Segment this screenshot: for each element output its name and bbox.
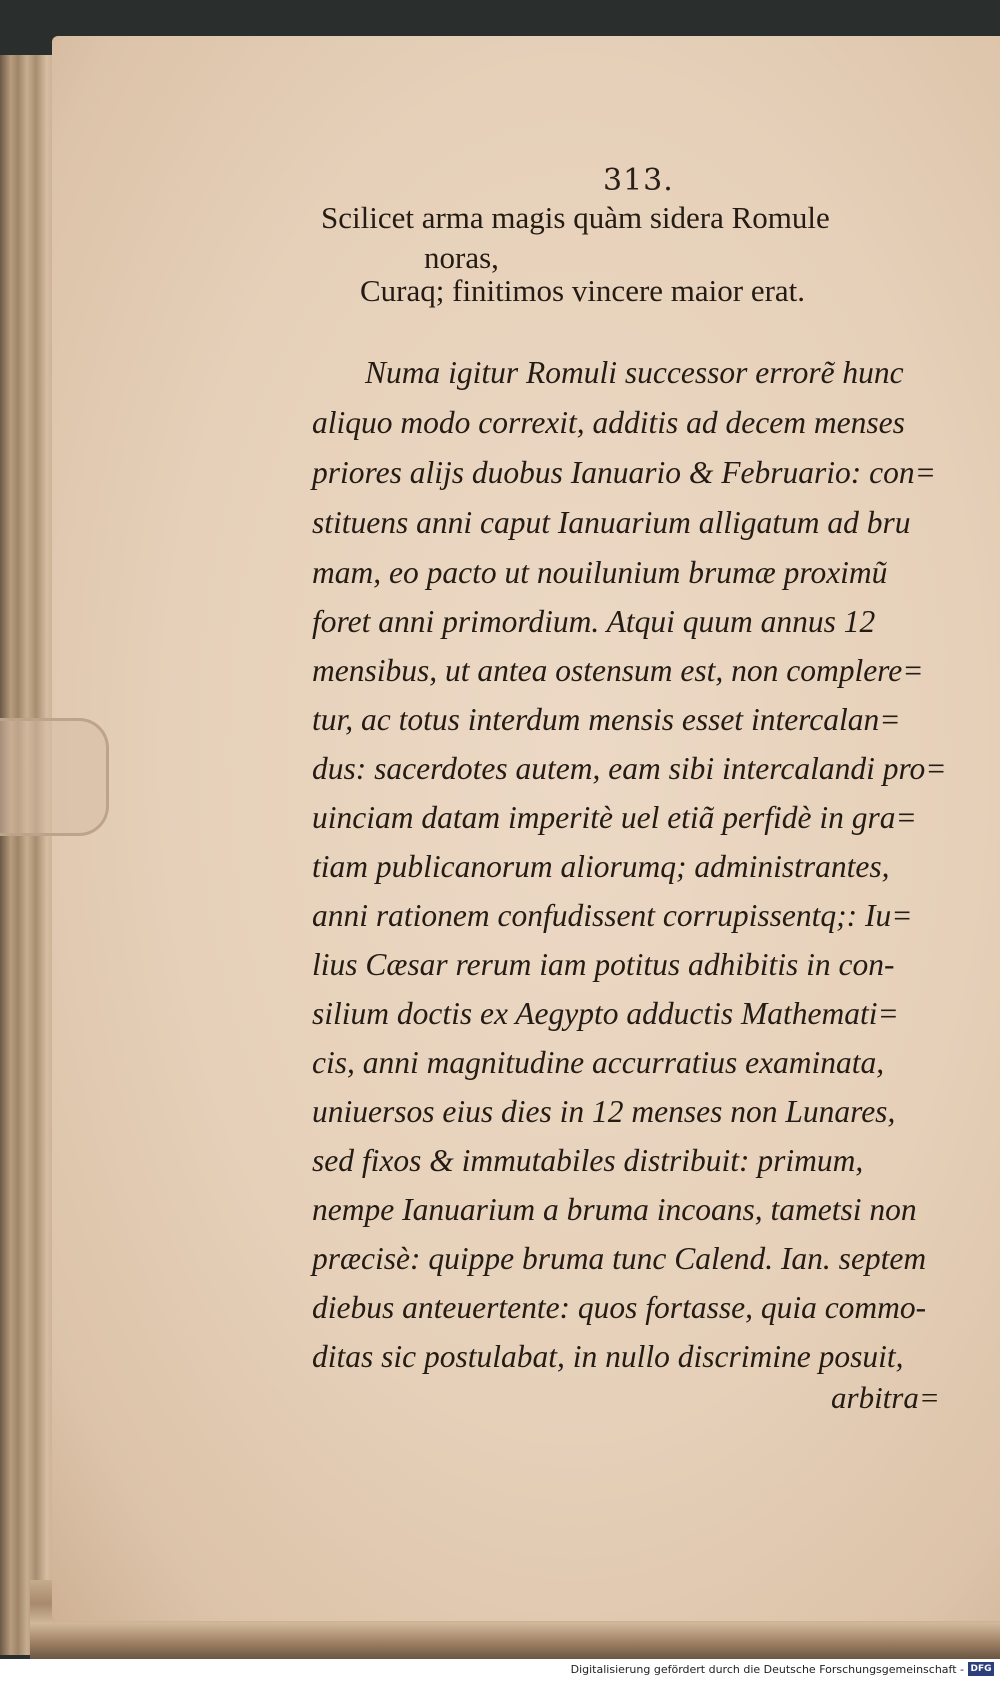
prose-line: tiam publicanorum aliorumq; administrantes, [312,849,890,884]
prose-line: lius Cæsar rerum iam potitus adhibitis in con- [312,947,895,982]
prose-line: sed fixos & immutabiles distribuit: primum, [312,1143,864,1178]
prose-line: dus: sacerdotes autem, eam sibi intercalandi pro= [312,751,947,786]
page-clip [0,718,109,836]
page-number: 313. [603,163,674,198]
prose-line: cis, anni magnitudine accurratius examinata, [312,1045,885,1080]
prose-line: silium doctis ex Aegypto adductis Mathemati= [312,996,899,1031]
dfg-logo: DFG [968,1662,994,1676]
prose-line: mam, eo pacto ut nouilunium brumæ proximũ [312,555,888,590]
verse-line-1: Scilicet arma magis quàm sidera Romule [321,200,830,235]
footer-bar [0,1659,1000,1681]
prose-line: nempe Ianuarium a bruma incoans, tametsi non [312,1192,917,1227]
prose-line: anni rationem confudissent corrupissentq;: Iu= [312,898,913,933]
prose-line: foret anni primordium. Atqui quum annus 12 [312,604,876,639]
prose-line: aliquo modo correxit, additis ad decem menses [312,405,905,440]
prose-line: diebus anteuertente: quos fortasse, quia commo- [312,1290,927,1325]
prose-line: ditas sic postulabat, in nullo discrimine posuit, [312,1339,904,1374]
page-stack-edge [0,55,60,1655]
prose-line: Numa igitur Romuli successor errorẽ hunc [365,355,904,390]
verse-line-3: Curaq; finitimos vincere maior erat. [360,273,806,308]
prose-line: priores alijs duobus Ianuario & Februario: con= [312,455,936,490]
verse-line-2: noras, [424,240,499,275]
footer-credit: Digitalisierung gefördert durch die Deutsche Forschungsgemeinschaft - [570,1663,964,1676]
prose-line: præcisè: quippe bruma tunc Calend. Ian. septem [312,1241,927,1276]
prose-line: mensibus, ut antea ostensum est, non complere= [312,653,924,688]
prose-line: uniuersos eius dies in 12 menses non Lunares, [312,1094,896,1129]
catchword: arbitra= [831,1380,940,1415]
prose-line: stituens anni caput Ianuarium alligatum ad bru [312,505,911,540]
prose-line: tur, ac totus interdum mensis esset intercalan= [312,702,901,737]
prose-line: uinciam datam imperitè uel etiã perfidè in gra= [312,800,917,835]
